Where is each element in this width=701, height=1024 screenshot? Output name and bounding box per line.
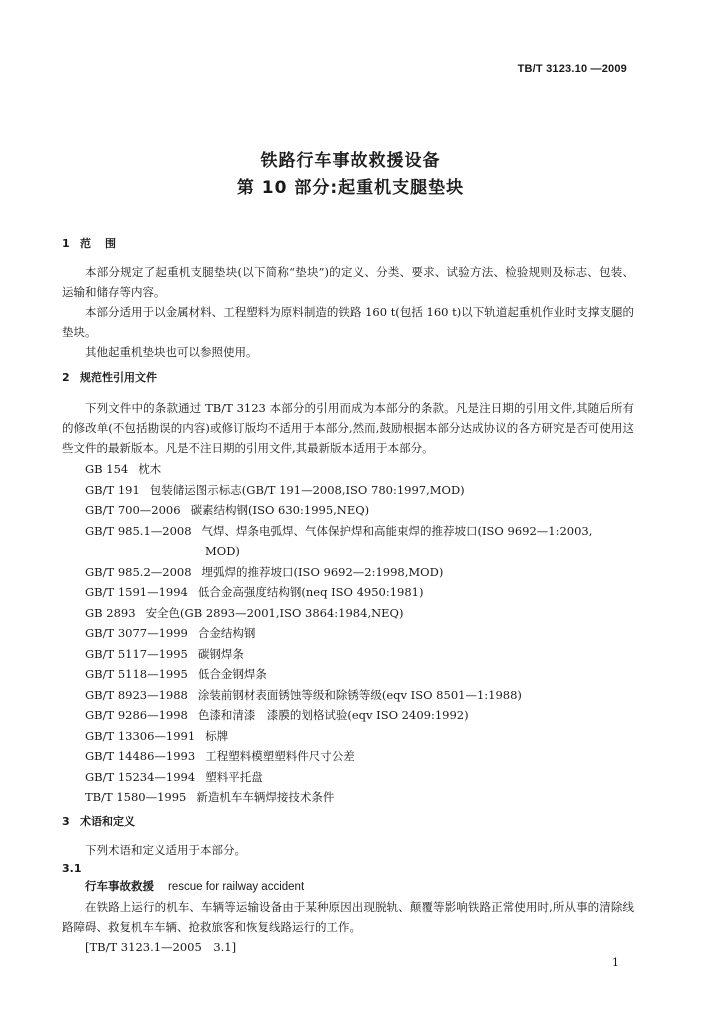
reference-code: GB/T 5117—1995: [85, 646, 188, 661]
section-title: 范围: [80, 237, 130, 250]
reference-title: 气焊、焊条电弧焊、气体保护焊和高能束焊的推荐坡口(ISO 9692—1:2003,: [201, 523, 593, 538]
reference-code: TB/T 1580—1995: [85, 790, 187, 804]
term-source: [TB/T 3123.1—2005 3.1]: [85, 939, 237, 954]
reference-title: 安全色(GB 2893—2001,ISO 3864:1984,NEQ): [145, 605, 404, 620]
reference-item: [62, 480, 634, 501]
reference-code: GB/T 13306—1991: [85, 728, 196, 743]
reference-title: 碳素结构钢(ISO 630:1995,NEQ): [190, 503, 370, 517]
reference-item: [62, 603, 634, 624]
reference-item: [62, 562, 634, 583]
paragraph: 本部分适用于以金属材料、工程塑料为原料制造的铁路 160 t(包括 160 t)以下轨道起重机作业时支撑支腿的垫块。: [62, 305, 634, 339]
reference-code: GB/T 5118—1995: [85, 667, 188, 681]
reference-title: 标牌: [205, 728, 229, 743]
document-body: [62, 236, 634, 957]
reference-code: GB/T 15234—1994: [85, 769, 196, 784]
paragraph: 其他起重机垫块也可以参照使用。: [85, 345, 258, 359]
reference-code: GB 2893: [85, 605, 136, 620]
reference-title: 新造机车车辆焊接技术条件: [196, 790, 335, 804]
reference-title: 碳钢焊条: [197, 646, 244, 661]
reference-code: GB/T 1591—1994: [85, 585, 188, 599]
reference-code: GB/T 14486—1993: [85, 749, 196, 763]
reference-item: [62, 459, 634, 480]
section-title: 术语和定义: [80, 814, 135, 828]
title-line-1: 铁路行车事故救援设备: [260, 151, 441, 171]
reference-title: 塑料平托盘: [205, 769, 263, 784]
reference-title-continuation: MOD): [205, 544, 240, 558]
reference-item-continuation: [62, 541, 634, 562]
reference-code: GB/T 985.2—2008: [85, 564, 192, 579]
reference-item: [62, 726, 634, 747]
reference-title: 色漆和清漆 漆膜的划格试验(eqv ISO 2409:1992): [197, 708, 469, 722]
reference-item: [62, 582, 634, 603]
paragraph: 下列术语和定义适用于本部分。: [85, 842, 246, 857]
reference-item: [62, 767, 634, 788]
paragraph: 本部分规定了起重机支腿垫块(以下简称“垫块”)的定义、分类、要求、试验方法、检验规则及标志、包装、运输和储存等内容。: [62, 265, 634, 299]
term-entry: [62, 877, 634, 897]
reference-title: 枕木: [138, 462, 162, 476]
term-definition: 在铁路上运行的机车、车辆等运输设备由于某种原因出现脱轨、颠覆等影响铁路正常使用时,所从事的清除线路障碍、救复机车车辆、抢救旅客和恢复线路运行的工作。: [62, 899, 634, 934]
reference-item: [62, 500, 634, 521]
reference-title: 涂装前钢材表面锈蚀等级和除锈等级(eqv ISO 8501—1:1988): [197, 687, 522, 702]
reference-code: GB/T 9286—1998: [85, 708, 188, 722]
section-3-heading: [62, 814, 634, 830]
title-line-2: 第 10 部分:起重机支腿垫块: [236, 178, 465, 198]
standard-code: TB/T 3123.10 —2009: [517, 63, 627, 75]
reference-item: [62, 746, 634, 767]
term-number: 3.1: [62, 861, 82, 875]
reference-code: GB/T 700—2006: [85, 503, 181, 517]
reference-list: [62, 459, 634, 808]
reference-title: 低合金高强度结构钢(neq ISO 4950:1981): [197, 585, 424, 599]
document-title: [0, 148, 701, 202]
reference-item: [62, 623, 634, 644]
reference-item: [62, 685, 634, 706]
reference-item: [62, 787, 634, 808]
reference-code: GB/T 191: [85, 482, 140, 497]
section-1-heading: [62, 236, 634, 252]
paragraph: 下列文件中的条款通过 TB/T 3123 本部分的引用而成为本部分的条款。凡是注日期的引用文件,其随后所有的修改单(不包括勘误的内容)或修订版均不适用于本部分,然而,鼓励根据本部分达成协议的各方研究是否可使用这些文件的最新版本。凡是不注日期的引用文件,其最新版本适用于本部分。: [62, 401, 634, 455]
section-number: 3: [62, 814, 70, 828]
section-title: 规范性引用文件: [80, 371, 157, 384]
reference-item: [62, 644, 634, 665]
reference-title: 工程塑料模塑塑料件尺寸公差: [205, 749, 355, 763]
term-english: rescue for railway accident: [168, 880, 305, 893]
reference-code: GB/T 985.1—2008: [85, 523, 192, 538]
reference-item: [62, 705, 634, 726]
reference-item: [62, 664, 634, 685]
reference-title: 包装储运图示标志(GB/T 191—2008,ISO 780:1997,MOD): [149, 482, 465, 497]
section-2-heading: [62, 370, 634, 386]
term-chinese: 行车事故救援: [85, 878, 154, 893]
reference-title: 低合金钢焊条: [197, 667, 267, 681]
section-number: 2: [62, 371, 70, 384]
reference-code: GB/T 3077—1999: [85, 626, 188, 640]
reference-title: 合金结构钢: [197, 626, 256, 640]
section-number: 1: [62, 237, 70, 250]
reference-code: GB 154: [85, 462, 129, 476]
reference-item: [62, 521, 634, 542]
reference-title: 埋弧焊的推荐坡口(ISO 9692—2:1998,MOD): [201, 564, 444, 579]
reference-code: GB/T 8923—1988: [85, 687, 188, 702]
page-number: 1: [612, 956, 619, 969]
